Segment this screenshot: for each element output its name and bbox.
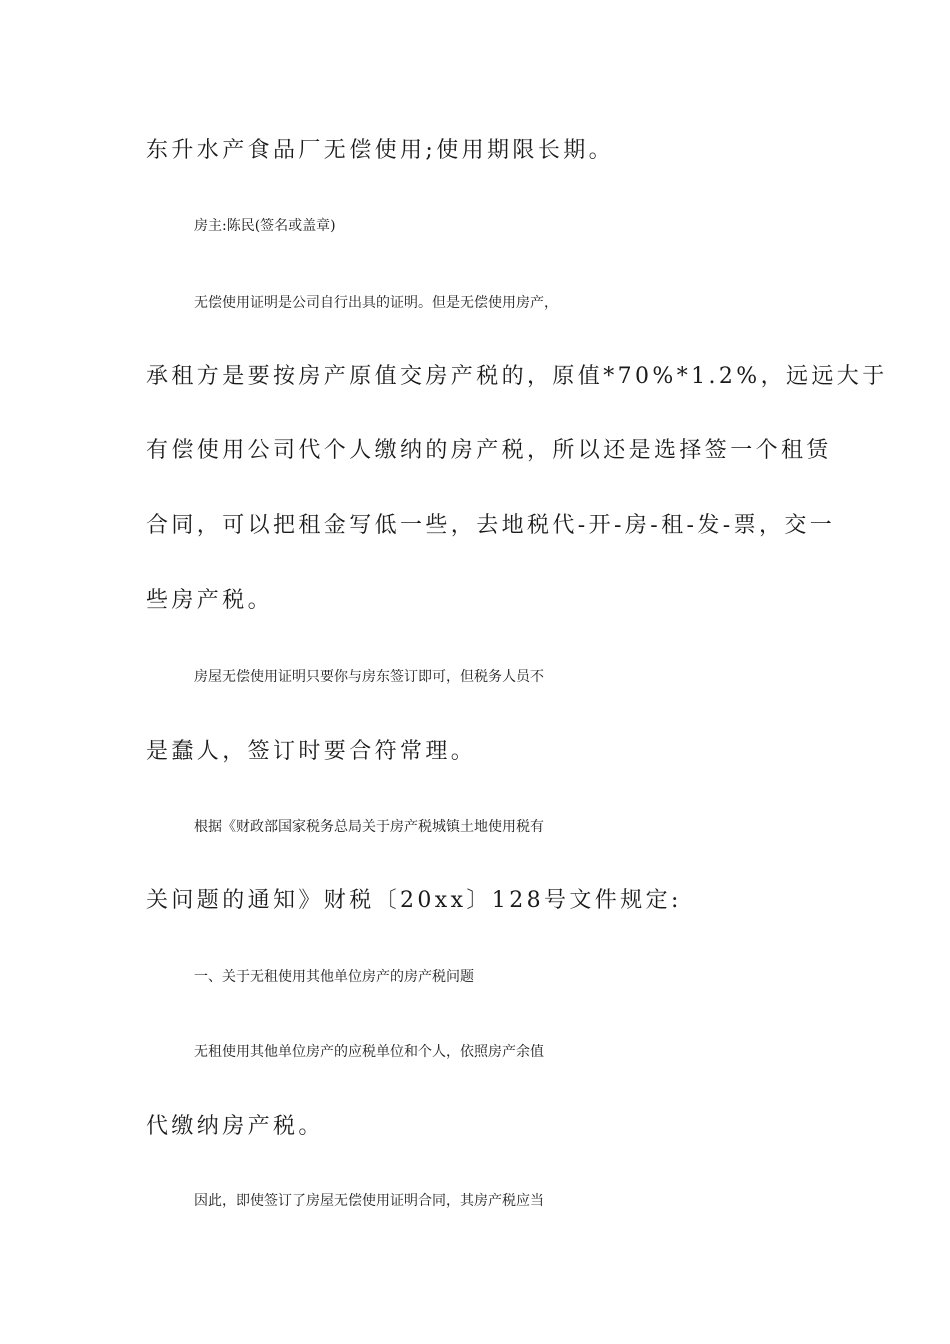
paragraph-line: 些房产税。 (146, 588, 274, 613)
paragraph-line: 房主:陈民(签名或盖章) (194, 218, 336, 234)
paragraph-line: 有偿使用公司代个人缴纳的房产税，所以还是选择签一个租赁 (146, 438, 832, 463)
paragraph-line: 一、关于无租使用其他单位房产的房产税问题 (194, 969, 474, 985)
paragraph-line: 东升水产食品厂无偿使用;使用期限长期。 (146, 138, 615, 163)
paragraph-line: 房屋无偿使用证明只要你与房东签订即可，但税务人员不 (194, 669, 544, 685)
paragraph-line: 承租方是要按房产原值交房产税的，原值*70%*1.2%，远远大于 (146, 364, 888, 389)
paragraph-line: 因此，即使签订了房屋无偿使用证明合同，其房产税应当 (194, 1193, 544, 1209)
paragraph-line: 无租使用其他单位房产的应税单位和个人，依照房产余值 (194, 1044, 544, 1060)
paragraph-line: 根据《财政部国家税务总局关于房产税城镇土地使用税有 (194, 819, 544, 835)
paragraph-line: 合同，可以把租金写低一些，去地税代-开-房-租-发-票，交一 (146, 513, 836, 538)
paragraph-line: 是蠢人，签订时要合符常理。 (146, 739, 477, 764)
paragraph-line: 关问题的通知》财税〔20xx〕128号文件规定: (146, 888, 682, 913)
paragraph-line: 代缴纳房产税。 (146, 1114, 324, 1139)
paragraph-line: 无偿使用证明是公司自行出具的证明。但是无偿使用房产， (194, 295, 558, 311)
